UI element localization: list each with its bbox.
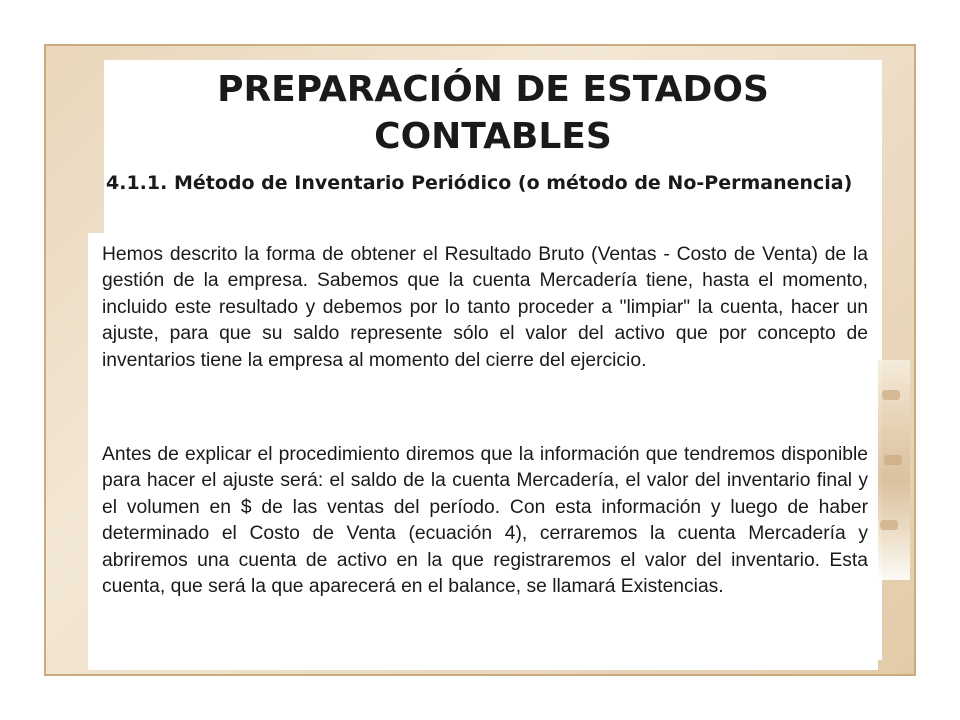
decorative-mark: [884, 455, 902, 465]
slide-title: [104, 66, 882, 160]
decorative-mark: [882, 390, 900, 400]
section-heading-text: Método de Inventario Periódico (o método de No-Permanencia): [173, 172, 853, 194]
body-paragraph-1: Hemos descrito la forma de obtener el Resultado Bruto (Ventas - Costo de Venta) de la gestión de la empresa. Sabemos que la cuenta Mercadería tiene, hasta el momento, incluido este resultado y debemos por lo tanto proceder a "limpiar" la cuenta, hacer un ajuste, para que su saldo represente sólo el valor del activo que por concepto de inventarios tiene la empresa al momento del cierre del ejercicio.: [102, 244, 868, 371]
section-number: 4.1.1.: [106, 172, 168, 194]
slide-title-line-2: CONTABLES: [374, 116, 612, 157]
slide-title-line-1: PREPARACIÓN DE ESTADOS: [217, 69, 769, 110]
decorative-mark: [880, 520, 898, 530]
body-paragraph-2: Antes de explicar el procedimiento diremos que la información que tendremos disponible para hacer el ajuste será: el saldo de la cuenta Mercadería, el valor del inventario final y el volumen en $ de las ventas del período. Con esta información y luego de haber determinado el Costo de Venta (ecuación 4), cerraremos la cuenta Mercadería y abriremos una cuenta de activo en la que registraremos el valor del inventario. Esta cuenta, que será la que aparecerá en el balance, se llamará Existencias.: [102, 444, 868, 598]
section-heading: [106, 170, 880, 196]
